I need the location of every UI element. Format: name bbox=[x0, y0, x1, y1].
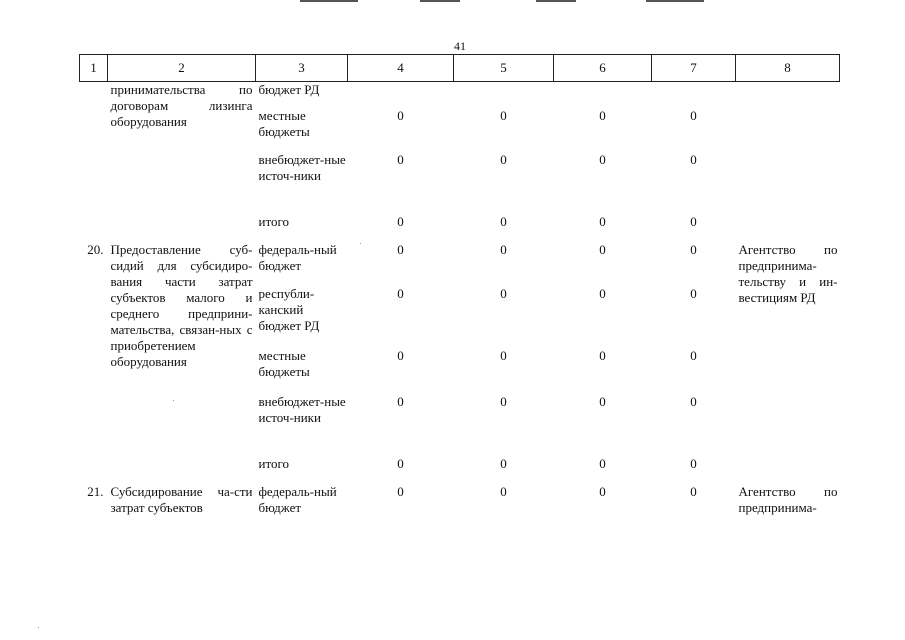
value-cell: 0 bbox=[500, 455, 507, 471]
value-cell: 0 bbox=[690, 285, 697, 301]
funding-source: федераль-ный бюджет bbox=[258, 483, 337, 515]
column-header: 4 bbox=[348, 55, 454, 82]
scan-edge-mark bbox=[420, 0, 460, 2]
table-row bbox=[80, 242, 840, 286]
value-cell: 0 bbox=[500, 151, 507, 167]
value-cell: 0 bbox=[500, 213, 507, 229]
page-number: 41 bbox=[454, 39, 466, 53]
responsible-org bbox=[736, 82, 840, 242]
funding-source: местные бюджеты bbox=[258, 107, 310, 139]
value-cell bbox=[554, 82, 652, 108]
column-header: 7 bbox=[652, 55, 736, 82]
value-cell bbox=[454, 82, 554, 108]
table-row bbox=[80, 484, 840, 524]
table-row bbox=[80, 82, 840, 108]
value-cell: 0 bbox=[690, 107, 697, 123]
column-header: 6 bbox=[554, 55, 652, 82]
scan-edge-mark bbox=[536, 0, 576, 2]
value-cell: 0 bbox=[690, 213, 697, 229]
column-header: 3 bbox=[256, 55, 348, 82]
scan-speck bbox=[360, 243, 361, 244]
value-cell: 0 bbox=[690, 393, 697, 409]
responsible-org-text: Агентство по предпринима- bbox=[738, 483, 838, 515]
column-header: 8 bbox=[736, 55, 840, 82]
value-cell: 0 bbox=[599, 347, 606, 363]
funding-source: местные бюджеты bbox=[258, 347, 310, 379]
value-cell: 0 bbox=[397, 241, 404, 257]
scan-edge-mark bbox=[646, 0, 704, 2]
value-cell: 0 bbox=[599, 483, 606, 499]
measure-name-text: принимательства по договорам лизинга оборудования bbox=[110, 82, 253, 129]
table-header-row bbox=[80, 55, 840, 82]
value-cell: 0 bbox=[397, 151, 404, 167]
column-header: 5 bbox=[454, 55, 554, 82]
funding-source: внебюджет-ные источ-ники bbox=[258, 151, 346, 183]
funding-source: итого bbox=[258, 213, 289, 229]
value-cell: 0 bbox=[397, 213, 404, 229]
value-cell: 0 bbox=[500, 241, 507, 257]
column-header: 1 bbox=[80, 55, 108, 82]
value-cell: 0 bbox=[599, 213, 606, 229]
value-cell: 0 bbox=[397, 347, 404, 363]
value-cell: 0 bbox=[397, 455, 404, 471]
funding-source: бюджет РД bbox=[258, 82, 320, 97]
value-cell: 0 bbox=[397, 483, 404, 499]
value-cell: 0 bbox=[690, 455, 697, 471]
measure-name bbox=[108, 82, 256, 242]
item-number: 20. bbox=[87, 241, 104, 257]
funding-source: республи-канский бюджет РД bbox=[258, 285, 320, 333]
item-number bbox=[80, 82, 108, 242]
value-cell bbox=[652, 82, 736, 108]
value-cell: 0 bbox=[500, 285, 507, 301]
item-number: 21. bbox=[87, 483, 104, 499]
value-cell: 0 bbox=[500, 483, 507, 499]
value-cell: 0 bbox=[599, 151, 606, 167]
funding-source: внебюджет-ные источ-ники bbox=[258, 393, 346, 425]
value-cell: 0 bbox=[500, 107, 507, 123]
responsible-org-text: Агентство по предпринима-тельству и ин-вестициям РД bbox=[738, 241, 838, 305]
value-cell: 0 bbox=[599, 285, 606, 301]
value-cell: 0 bbox=[690, 241, 697, 257]
measure-name bbox=[108, 242, 256, 484]
scan-edge-mark bbox=[300, 0, 358, 2]
value-cell: 0 bbox=[397, 393, 404, 409]
value-cell: 0 bbox=[690, 151, 697, 167]
budget-table bbox=[79, 54, 840, 524]
measure-name-text: Предоставление суб-сидий для субсидиро-вания части затрат субъектов малого и среднего предприни-мательства, связан-ных с приобретением оборудования bbox=[110, 241, 253, 369]
measure-name-text: Субсидирование ча-сти затрат субъектов bbox=[110, 483, 253, 515]
value-cell: 0 bbox=[599, 393, 606, 409]
value-cell bbox=[348, 82, 454, 108]
value-cell: 0 bbox=[690, 483, 697, 499]
responsible-org bbox=[736, 242, 840, 484]
value-cell: 0 bbox=[500, 347, 507, 363]
scan-speck bbox=[38, 627, 39, 628]
funding-source: итого bbox=[258, 455, 289, 471]
value-cell: 0 bbox=[599, 455, 606, 471]
column-header: 2 bbox=[108, 55, 256, 82]
responsible-org bbox=[736, 484, 840, 524]
value-cell: 0 bbox=[500, 393, 507, 409]
value-cell: 0 bbox=[599, 241, 606, 257]
measure-name bbox=[108, 484, 256, 524]
value-cell: 0 bbox=[599, 107, 606, 123]
value-cell: 0 bbox=[690, 347, 697, 363]
scan-speck bbox=[173, 400, 174, 401]
funding-source: федераль-ный бюджет bbox=[258, 241, 337, 273]
value-cell: 0 bbox=[397, 107, 404, 123]
value-cell: 0 bbox=[397, 285, 404, 301]
